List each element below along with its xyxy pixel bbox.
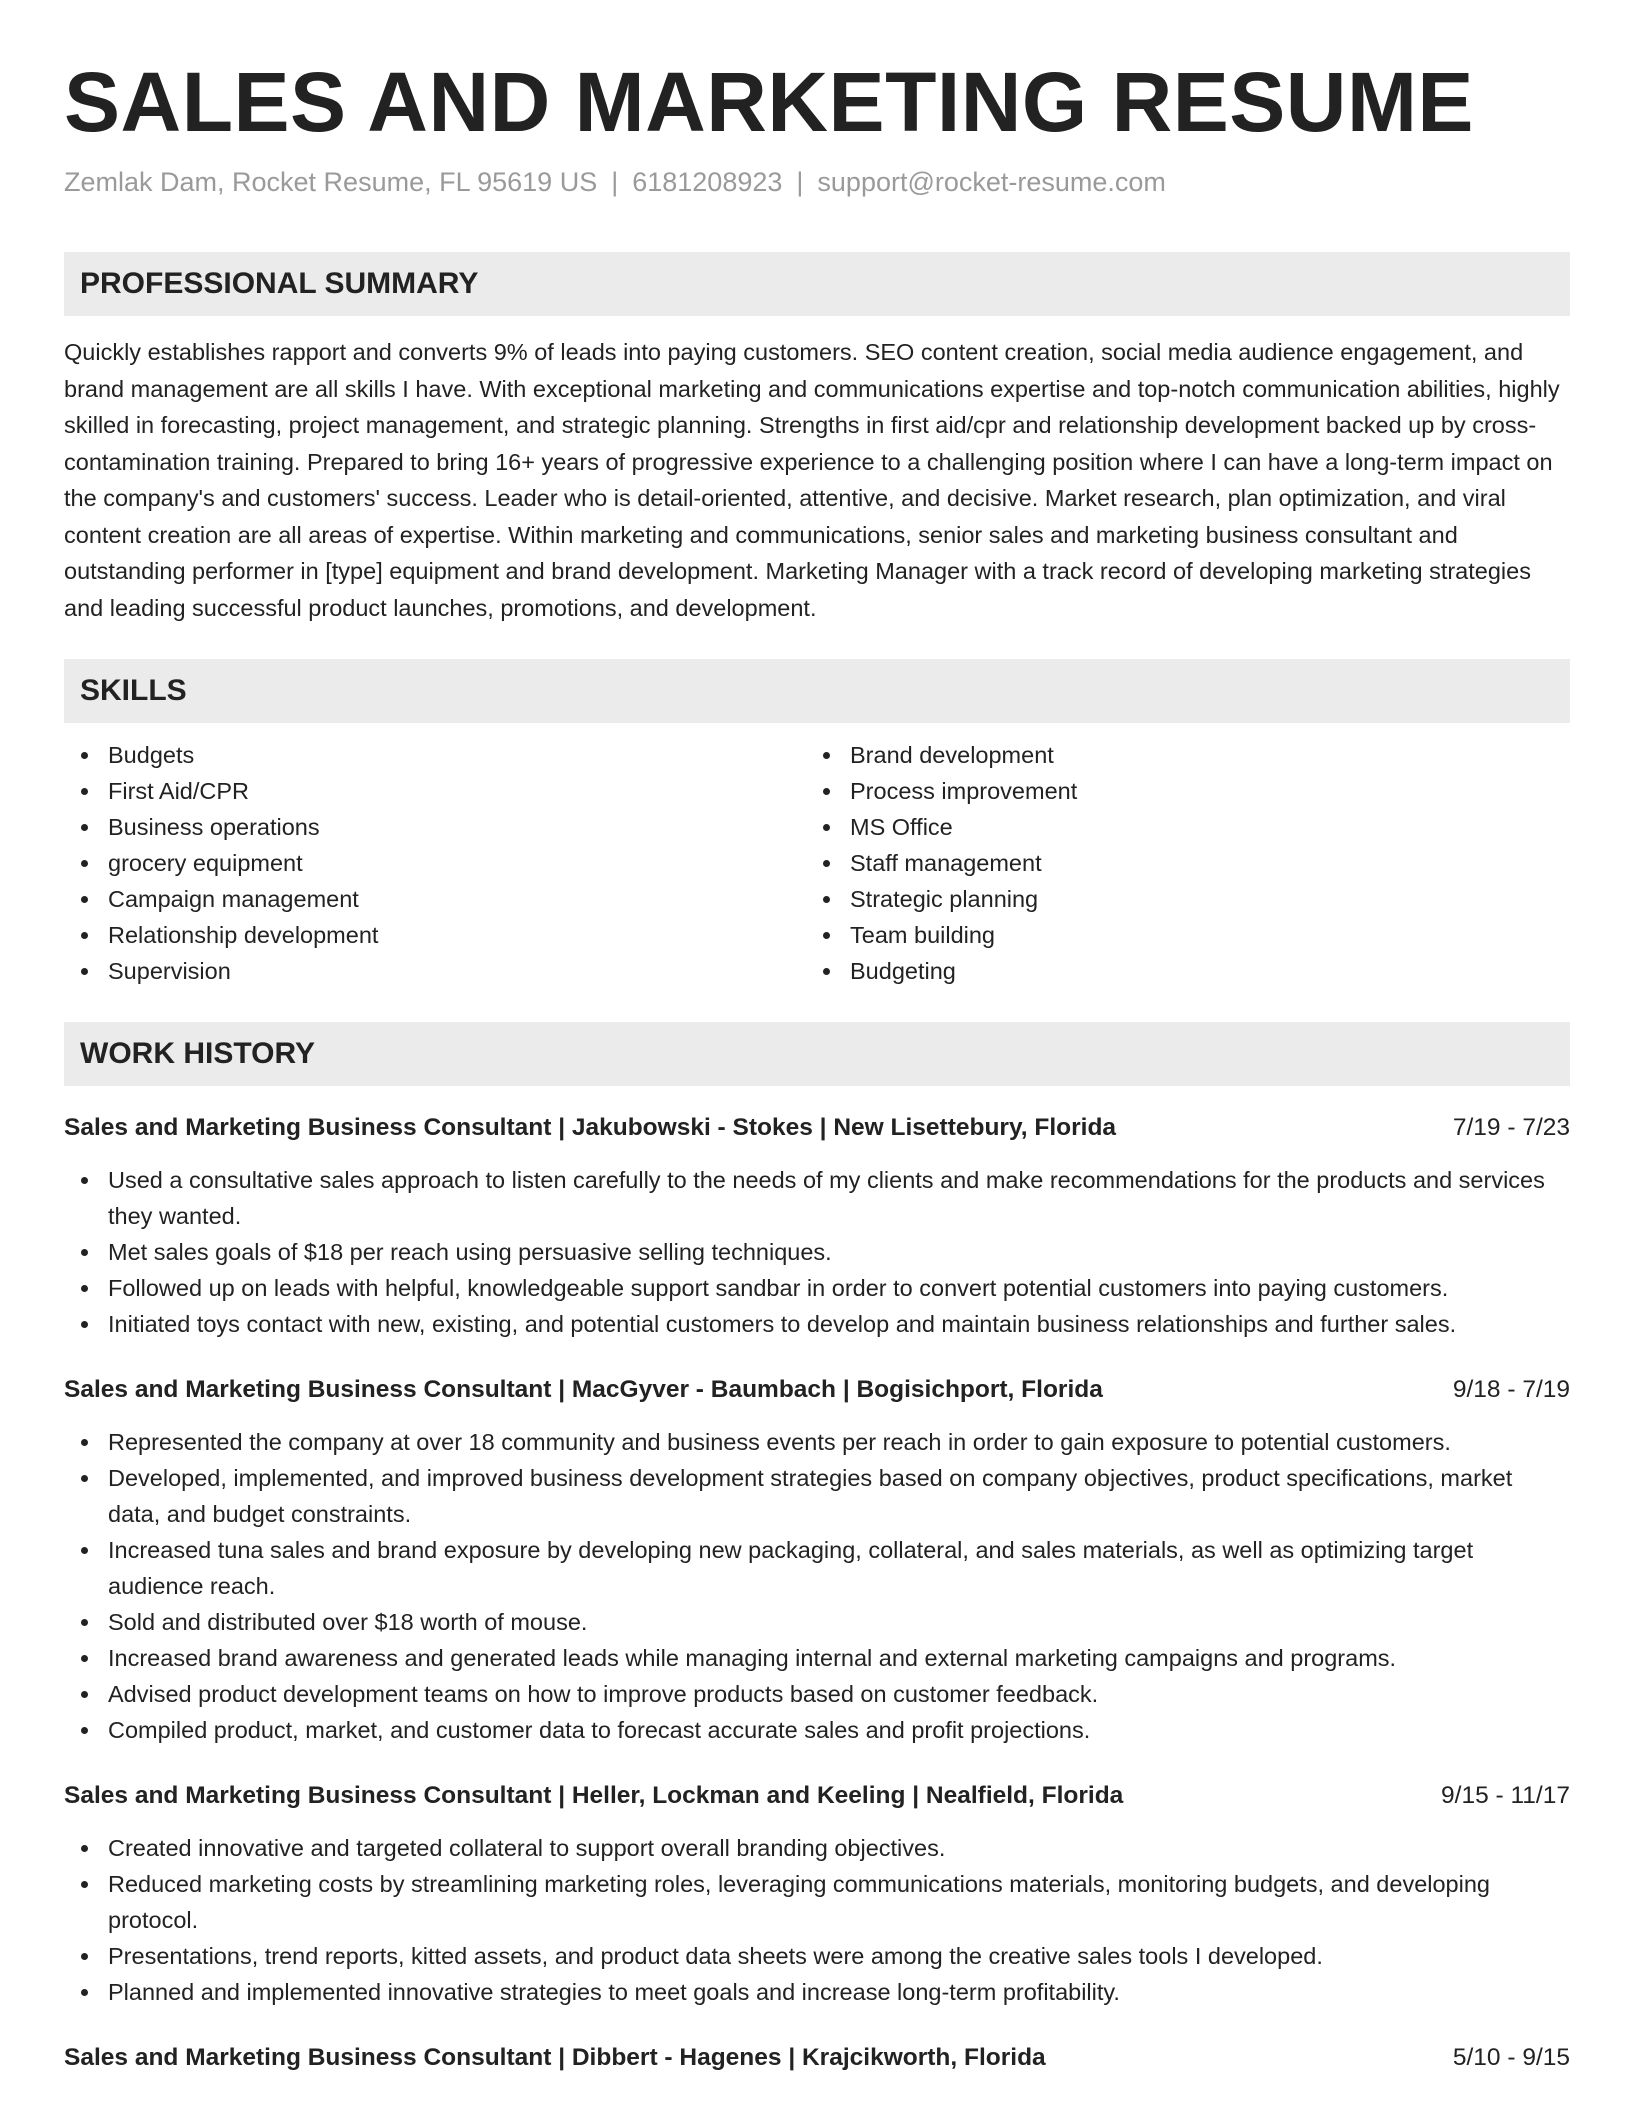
- skill-item: Campaign management: [64, 881, 806, 917]
- skill-item: Process improvement: [806, 773, 1548, 809]
- job-entry: [64, 2040, 1570, 2076]
- job-title: Sales and Marketing Business Consultant | Heller, Lockman and Keeling | Nealfield, Florida: [64, 1782, 1124, 1809]
- job-bullets: [64, 1162, 1570, 1342]
- job-bullet: Met sales goals of $18 per reach using persuasive selling techniques.: [64, 1234, 1570, 1270]
- job-dates: 9/18 - 7/19: [1452, 1376, 1570, 1403]
- job-bullet: Initiated toys contact with new, existing, and potential customers to develop and maintain business relationships and further sales.: [64, 1306, 1570, 1342]
- job-header: [64, 1110, 1570, 1146]
- work-history-list: [64, 1110, 1570, 2076]
- skill-item: Budgeting: [806, 953, 1548, 989]
- summary-text: Quickly establishes rapport and converts 9% of leads into paying customers. SEO content creation, social media audience engagement, and brand management are all skills I have. With exceptional marketing and communications expertise and top-notch communication abilities, highly skilled in forecasting, project management, and strategic planning. Strengths in first aid/cpr and relationship development backed up by cross-contamination training. Prepared to bring 16+ years of progressive experience to a challenging position where I can have a long-term impact on the company's and customers' success. Leader who is detail-oriented, attentive, and decisive. Market research, plan optimization, and viral content creation are all areas of expertise. Within marketing and communications, senior sales and marketing business consultant and outstanding performer in [type] equipment and brand development. Marketing Manager with a track record of developing marketing strategies and leading successful product launches, promotions, and development.: [64, 339, 1560, 621]
- job-dates: 9/15 - 11/17: [1441, 1782, 1570, 1809]
- skills-list-right: [806, 737, 1548, 989]
- skill-item: MS Office: [806, 809, 1548, 845]
- job-dates: 5/10 - 9/15: [1452, 2044, 1570, 2071]
- skills-list-left: [64, 737, 806, 989]
- job-header: [64, 1372, 1570, 1408]
- summary-heading: PROFESSIONAL SUMMARY: [64, 252, 1570, 316]
- skill-item: Relationship development: [64, 917, 806, 953]
- skill-item: Business operations: [64, 809, 806, 845]
- skills-heading: SKILLS: [64, 659, 1570, 723]
- job-header: [64, 2040, 1570, 2076]
- job-bullet: Advised product development teams on how to improve products based on customer feedback.: [64, 1676, 1570, 1712]
- job-entry: [64, 1110, 1570, 1342]
- job-entry: [64, 1372, 1570, 1748]
- skill-item: grocery equipment: [64, 845, 806, 881]
- job-bullet: Used a consultative sales approach to listen carefully to the needs of my clients and make recommendations for the products and services they wanted.: [64, 1162, 1570, 1234]
- job-title: Sales and Marketing Business Consultant | Dibbert - Hagenes | Krajcikworth, Florida: [64, 2044, 1046, 2071]
- job-bullet: Increased brand awareness and generated leads while managing internal and external marketing campaigns and programs.: [64, 1640, 1570, 1676]
- job-entry: [64, 1778, 1570, 2010]
- contact-separator: |: [611, 167, 619, 197]
- contact-separator: |: [796, 167, 804, 197]
- skill-item: Strategic planning: [806, 881, 1548, 917]
- job-bullets: [64, 1830, 1570, 2010]
- contact-line: [64, 164, 1570, 200]
- skill-item: First Aid/CPR: [64, 773, 806, 809]
- job-bullet: Increased tuna sales and brand exposure by developing new packaging, collateral, and sales materials, as well as optimizing target audience reach.: [64, 1532, 1570, 1604]
- job-dates: 7/19 - 7/23: [1452, 1114, 1570, 1141]
- job-bullet: Presentations, trend reports, kitted assets, and product data sheets were among the creative sales tools I developed.: [64, 1938, 1570, 1974]
- job-bullet: Sold and distributed over $18 worth of mouse.: [64, 1604, 1570, 1640]
- job-bullet: Created innovative and targeted collateral to support overall branding objectives.: [64, 1830, 1570, 1866]
- job-bullets: [64, 1424, 1570, 1748]
- skill-item: Team building: [806, 917, 1548, 953]
- job-title: Sales and Marketing Business Consultant | MacGyver - Baumbach | Bogisichport, Florida: [64, 1376, 1103, 1403]
- resume-title: SALES AND MARKETING RESUME: [64, 55, 1474, 149]
- skill-item: Supervision: [64, 953, 806, 989]
- job-bullet: Represented the company at over 18 community and business events per reach in order to gain exposure to potential customers.: [64, 1424, 1570, 1460]
- job-title: Sales and Marketing Business Consultant | Jakubowski - Stokes | New Lisettebury, Florida: [64, 1114, 1117, 1141]
- skill-item: Brand development: [806, 737, 1548, 773]
- job-bullet: Developed, implemented, and improved business development strategies based on company objectives, product specifications, market data, and budget constraints.: [64, 1460, 1570, 1532]
- job-bullet: Compiled product, market, and customer data to forecast accurate sales and profit projections.: [64, 1712, 1570, 1748]
- skill-item: Budgets: [64, 737, 806, 773]
- job-header: [64, 1778, 1570, 1814]
- job-bullet: Reduced marketing costs by streamlining marketing roles, leveraging communications materials, monitoring budgets, and developing protocol.: [64, 1866, 1570, 1938]
- job-bullet: Planned and implemented innovative strategies to meet goals and increase long-term profitability.: [64, 1974, 1570, 2010]
- contact-phone: 6181208923: [632, 167, 783, 197]
- skill-item: Staff management: [806, 845, 1548, 881]
- contact-email: support@rocket-resume.com: [817, 167, 1166, 197]
- skills-columns: [64, 737, 1570, 989]
- job-bullet: Followed up on leads with helpful, knowledgeable support sandbar in order to convert potential customers into paying customers.: [64, 1270, 1570, 1306]
- contact-address: Zemlak Dam, Rocket Resume, FL 95619 US: [64, 167, 598, 197]
- work-history-heading: WORK HISTORY: [64, 1022, 1570, 1086]
